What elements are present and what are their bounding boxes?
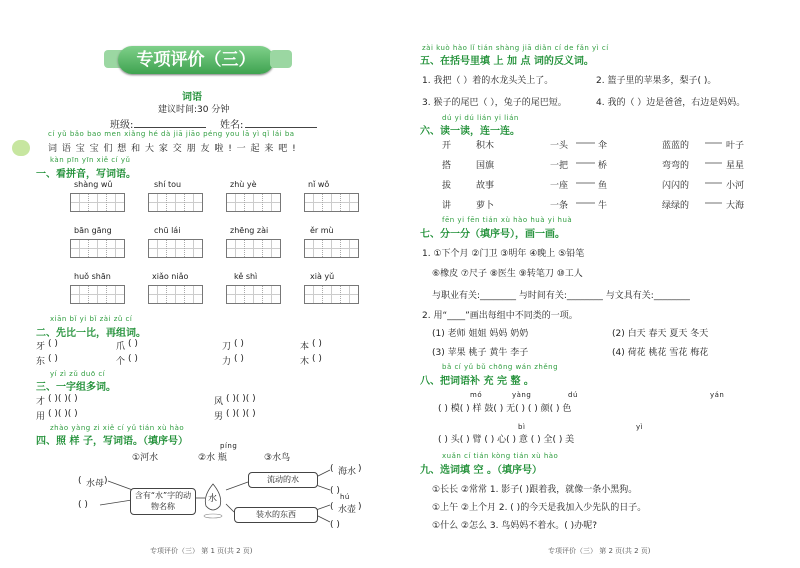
- s5-item: 1. 我把（ ）着的水龙头关上了。: [422, 76, 554, 86]
- class-label: 班级:: [110, 120, 134, 131]
- s4-left-bottom-blank[interactable]: ( ): [78, 500, 88, 510]
- s5-pinyin: zài kuò hào lǐ tián shàng jiā diǎn cí de fǎn yì cí: [422, 44, 609, 52]
- s4-center-char: 水: [208, 494, 218, 504]
- s6-thing: 星星: [726, 161, 745, 171]
- s2-char: 爪: [116, 342, 126, 352]
- s3-char: 风: [214, 397, 224, 407]
- s6-adj: 绿绿的: [662, 201, 690, 211]
- s9-row: ①长长 ②常常 1. 影子( )跟着我，就像一条小黑狗。: [432, 485, 638, 495]
- s9-heading: 九、选词填 空 。（填序号）: [420, 465, 542, 476]
- s8-py: yì: [636, 423, 644, 431]
- s6-object: 桥: [598, 161, 608, 171]
- s6-verb: 拔: [442, 181, 452, 191]
- s1-word-3: zhù yè: [230, 180, 257, 189]
- subtitle: 词语: [182, 92, 202, 103]
- s5-item: 2. 篮子里的苹果多，梨子( )。: [596, 76, 717, 86]
- s6-thing: 叶子: [726, 141, 745, 151]
- s4-box-flowing: 流动的水: [248, 472, 318, 488]
- s1-heading: 一、看拼音，写词语。: [36, 169, 136, 180]
- s6-object: 牛: [598, 201, 608, 211]
- s3-pinyin: yí zì zǔ duō cí: [50, 370, 106, 378]
- s1-word-6: chū lái: [154, 226, 181, 235]
- s7-pinyin: fēn yi fēn tián xù hào huà yi huà: [442, 216, 573, 224]
- s5-item: 3. 猴子的尾巴（ ），兔子的尾巴短。: [422, 98, 567, 108]
- s2-char: 力: [222, 357, 232, 367]
- s6-measure: 一头: [550, 141, 569, 151]
- s6-adj: 闪闪的: [662, 181, 690, 191]
- s9-row: ①上午 ②上个月 2. ( )的今天是我加入少先队的日子。: [432, 503, 647, 513]
- s1-word-9: huǒ shān: [74, 272, 111, 281]
- s6-measure: 一座: [550, 181, 569, 191]
- s7-heading: 七、分一分（填序号），画一画。: [420, 229, 565, 240]
- s1-word-12: xià yǔ: [310, 272, 335, 281]
- s6-object: 伞: [598, 141, 608, 151]
- page-footer: 专项评价（三） 第 2 页(共 2 页): [548, 547, 651, 555]
- s2-char: 东: [36, 357, 46, 367]
- s7-row: ⑥橡皮 ⑦尺子 ⑧医生 ⑨转笔刀 ⑩工人: [432, 269, 583, 279]
- right-page: [400, 0, 800, 568]
- s8-py: yán: [710, 391, 725, 399]
- s8-py: dú: [568, 391, 578, 399]
- s4-pinyin: zhào yàng zi xiě cí yǔ tián xù hào: [50, 424, 185, 432]
- s6-noun: 积木: [476, 141, 495, 151]
- s4-category-box: 含有“水”字的动物名称: [130, 488, 196, 515]
- s4-hu: hú: [340, 493, 350, 501]
- s3-heading: 三、一字组多词。: [36, 382, 116, 393]
- s7-group: (1) 老师 姐姐 妈妈 奶奶: [432, 329, 529, 339]
- s8-py: mó: [470, 391, 483, 399]
- intro-pinyin: cí yǔ bǎo bao men xiǎng hé dà jiā jiāo péng you lā yì qǐ lái ba: [48, 130, 295, 138]
- s5-heading: 五、在括号里填 上 加 点 词的反义词。: [420, 56, 594, 67]
- s2-char: 刀: [222, 342, 232, 352]
- s6-noun: 故事: [476, 181, 495, 191]
- s3-char: 用: [36, 412, 46, 422]
- s8-row: ( ) 模( ) 样 鼓( ) 无( ) ( ) 颜( ) 色: [438, 404, 572, 414]
- s5-item: 4. 我的（ ）边是爸爸，右边是妈妈。: [596, 98, 746, 108]
- s1-word-8: ěr mù: [310, 226, 334, 235]
- s1-word-7: zhēng zài: [230, 226, 269, 235]
- s6-noun: 萝卜: [476, 201, 495, 211]
- s1-word-2: shí tou: [154, 180, 182, 189]
- s2-char: 牙: [36, 342, 46, 352]
- s2-char: 木: [300, 357, 310, 367]
- s1-word-10: xiǎo niǎo: [152, 272, 189, 281]
- s4-left-top: (: [78, 476, 82, 486]
- s1-word-11: kě shì: [234, 272, 258, 281]
- s4-item: 海水: [338, 467, 357, 477]
- s9-row: ①什么 ②怎么 3. 鸟妈妈不着水。( )办呢?: [432, 521, 597, 531]
- s7-group: (2) 白天 春天 夏天 冬天: [612, 329, 709, 339]
- s4-opt: ②水 瓶: [198, 453, 227, 463]
- s6-measure: 一条: [550, 201, 569, 211]
- time-note: 建议时间:30 分钟: [158, 105, 230, 115]
- s6-thing: 小河: [726, 181, 745, 191]
- s7-row: 与职业有关:________ 与时间有关:________ 与文具有关:________: [432, 291, 690, 301]
- s6-heading: 六、读一读，连一连。: [420, 126, 520, 137]
- s2-pinyin: xiān bǐ yi bǐ zài zǔ cí: [50, 315, 133, 323]
- s6-verb: 讲: [442, 201, 452, 211]
- s4-box-container: 装水的东西: [234, 507, 318, 523]
- s4-blank[interactable]: ( ): [330, 486, 340, 496]
- s4-opt: ③水鸟: [264, 453, 291, 463]
- s2-heading: 二、先比一比，再组词。: [36, 328, 146, 339]
- s3-char: 男: [214, 412, 224, 422]
- s6-pinyin: dú yi dú lián yi lián: [442, 114, 519, 122]
- intro-text: 词 语 宝 宝 们 想 和 大 家 交 朋 友 啦 ! 一 起 来 吧 !: [48, 144, 297, 154]
- s6-adj: 弯弯的: [662, 161, 690, 171]
- page-title: 专项评价（三）: [118, 46, 274, 74]
- s6-object: 鱼: [598, 181, 608, 191]
- s7-row: 1. ①下个月 ②门卫 ③明年 ④晚上 ⑤铅笔: [422, 249, 585, 259]
- s7-question: 2. 用“____”画出每组中不同类的一项。: [422, 311, 578, 321]
- left-page: 专项评价（三） 词语 建议时间:30 分钟 班级: 姓名: cí yǔ bǎo bao men xiǎng hé dà jiā jiāo péng you lā yì qǐ lái ba 词 语 宝 宝 们 想 和 大 家 交 朋 友 啦 ! 一 起 来 吧 ! kàn pīn yīn xiě cí yǔ 一、看拼音，写词语。 shàng wǔ shí tou zhù yè nǐ wǒ bān gāng chū lái zhēng zài ěr mù huǒ shān xiǎo niǎo kě shì xià yǔ xiān bǐ yi bǐ zài zǔ cí 二、先比一比，再组词。 牙 东 ( ) ( ) 爪 个 ( ) ( ) 刀 力 ( ) ( ) 本 木 ( ) ( ) yí zì zǔ duō cí 三、一字组多词。 才 ( )( )( ) 用 ( )( )( ) 风 ( )( )( ) 男 ( )( )( ) zhào yàng zi xiě cí yǔ tián xù hào 四、照 样 子，写词语。（填序号） píng ①河水 ②水 瓶 ③水鸟 ( 水母 ) ( ) 含有“水”字的动物名称 水 流动的水 装水的东西 ( 海水 ) ( ) hú ( 水壶 ) ( ) 专项评价（三） 第 1 页(共 2 页): [0, 0, 400, 568]
- name-label: 姓名:: [220, 120, 244, 131]
- s6-noun: 国旗: [476, 161, 495, 171]
- s7-group: (4) 荷花 桃花 雪花 梅花: [612, 348, 709, 358]
- s4-item: 水壶: [338, 505, 357, 515]
- s9-pinyin: xuǎn cí tián kòng tián xù hào: [442, 452, 559, 460]
- s6-verb: 搭: [442, 161, 452, 171]
- s7-group: (3) 苹果 桃子 黄牛 李子: [432, 348, 529, 358]
- s4-item: 水母: [86, 479, 105, 489]
- s3-char: 才: [36, 397, 46, 407]
- s6-thing: 大海: [726, 201, 745, 211]
- s8-heading: 八、把词语补 充 完 整 。: [420, 376, 534, 387]
- s4-blank[interactable]: ( ): [330, 520, 340, 530]
- s4-heading: 四、照 样 子，写词语。（填序号）: [36, 436, 188, 447]
- s8-pinyin: bǎ cí yǔ bǔ chōng wán zhěng: [442, 363, 559, 371]
- s1-word-5: bān gāng: [74, 226, 112, 235]
- s8-py: yàng: [512, 391, 532, 399]
- s1-word-1: shàng wǔ: [74, 180, 113, 189]
- s1-pinyin: kàn pīn yīn xiě cí yǔ: [50, 156, 131, 164]
- s2-char: 个: [116, 357, 126, 367]
- s8-py: bì: [518, 423, 526, 431]
- s6-measure: 一把: [550, 161, 569, 171]
- s4-ping: píng: [220, 442, 238, 450]
- s1-word-4: nǐ wǒ: [308, 180, 330, 189]
- s4-opt: ①河水: [132, 453, 159, 463]
- s2-char: 本: [300, 342, 310, 352]
- s6-verb: 开: [442, 141, 452, 151]
- page-footer: 专项评价（三） 第 1 页(共 2 页): [150, 547, 253, 555]
- s6-adj: 蓝蓝的: [662, 141, 690, 151]
- s8-row: ( ) 头( ) 臂 ( ) 心( ) 意 ( ) 全( ) 美: [438, 435, 575, 445]
